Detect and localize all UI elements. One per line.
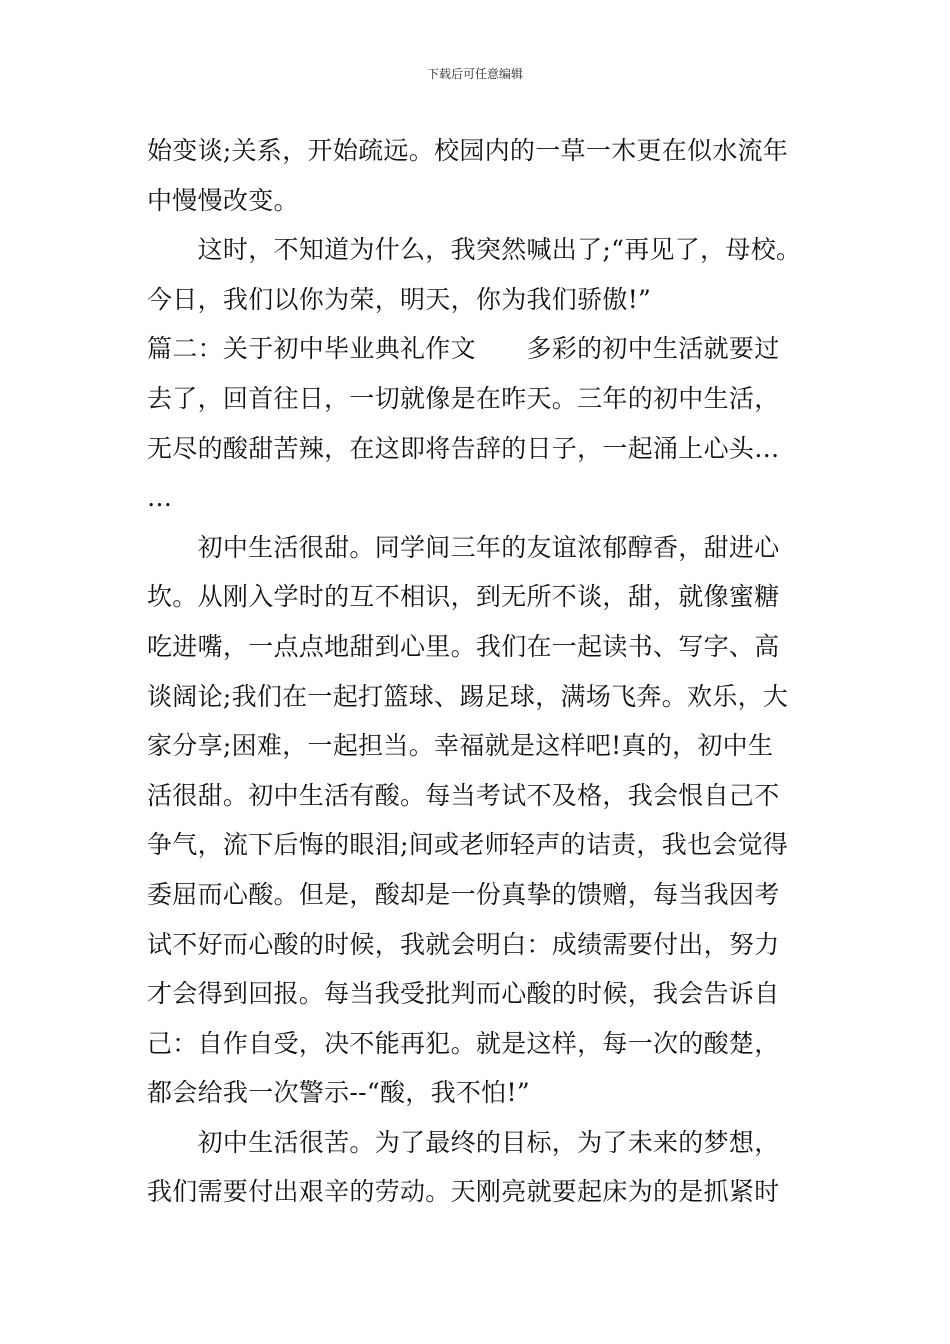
text-line: … [147,483,173,513]
text-line: 吃进嘴，一点点地甜到心里。我们在一起读书、写字、高 [147,631,780,661]
text-line: 去了，回首往日，一切就像是在昨天。三年的初中生活， [147,383,780,413]
text-line: 无尽的酸甜苦辣，在这即将告辞的日子，一起涌上心头… [147,433,780,463]
text-line: 己：自作自受，决不能再犯。就是这样，每一次的酸楚， [147,1028,780,1058]
text-line: 委屈而心酸。但是，酸却是一份真挚的馈赠，每当我因考 [147,879,780,909]
page-header: 下载后可任意编辑 [426,67,523,81]
text-line: 试不好而心酸的时候，我就会明白：成绩需要付出，努力 [147,929,780,959]
text-line: 始变谈;关系，开始疏远。校园内的一草一木更在似水流年 [147,136,789,165]
text-line: 争气，流下后悔的眼泪;间或老师轻声的诘责，我也会觉得 [147,830,789,860]
text-line: 才会得到回报。每当我受批判而心酸的时候，我会告诉自 [147,979,780,1009]
text-line: 活很甜。初中生活有酸。每当考试不及格，我会恨自己不 [147,780,780,810]
text-line: 初中生活很苦。为了最终的目标，为了未来的梦想， [147,1127,780,1157]
text-line: 中慢慢改变。 [147,185,299,215]
text-line: 谈阔论;我们在一起打篮球、踢足球，满场飞奔。欢乐，大 [147,681,789,711]
text-line: 今日，我们以你为荣，明天，你为我们骄傲!” [147,284,652,314]
text-line: 家分享;困难，一起担当。幸福就是这样吧!真的，初中生 [147,731,774,761]
text-line: 这时，不知道为什么，我突然喊出了;“再见了，母校。 [147,235,802,265]
text-line: 都会给我一次警示--“酸，我不怕!” [147,1078,530,1108]
document-body [147,126,847,1217]
text-line: 初中生活很甜。同学间三年的友谊浓郁醇香，甜进心 [147,532,780,562]
text-line: 坎。从刚入学时的互不相识，到无所不谈，甜，就像蜜糖 [147,582,780,612]
text-line: 我们需要付出艰辛的劳动。天刚亮就要起床为的是抓紧时 [147,1177,780,1207]
section-heading-line: 篇二：关于初中毕业典礼作文 多彩的初中生活就要过 [147,334,780,364]
